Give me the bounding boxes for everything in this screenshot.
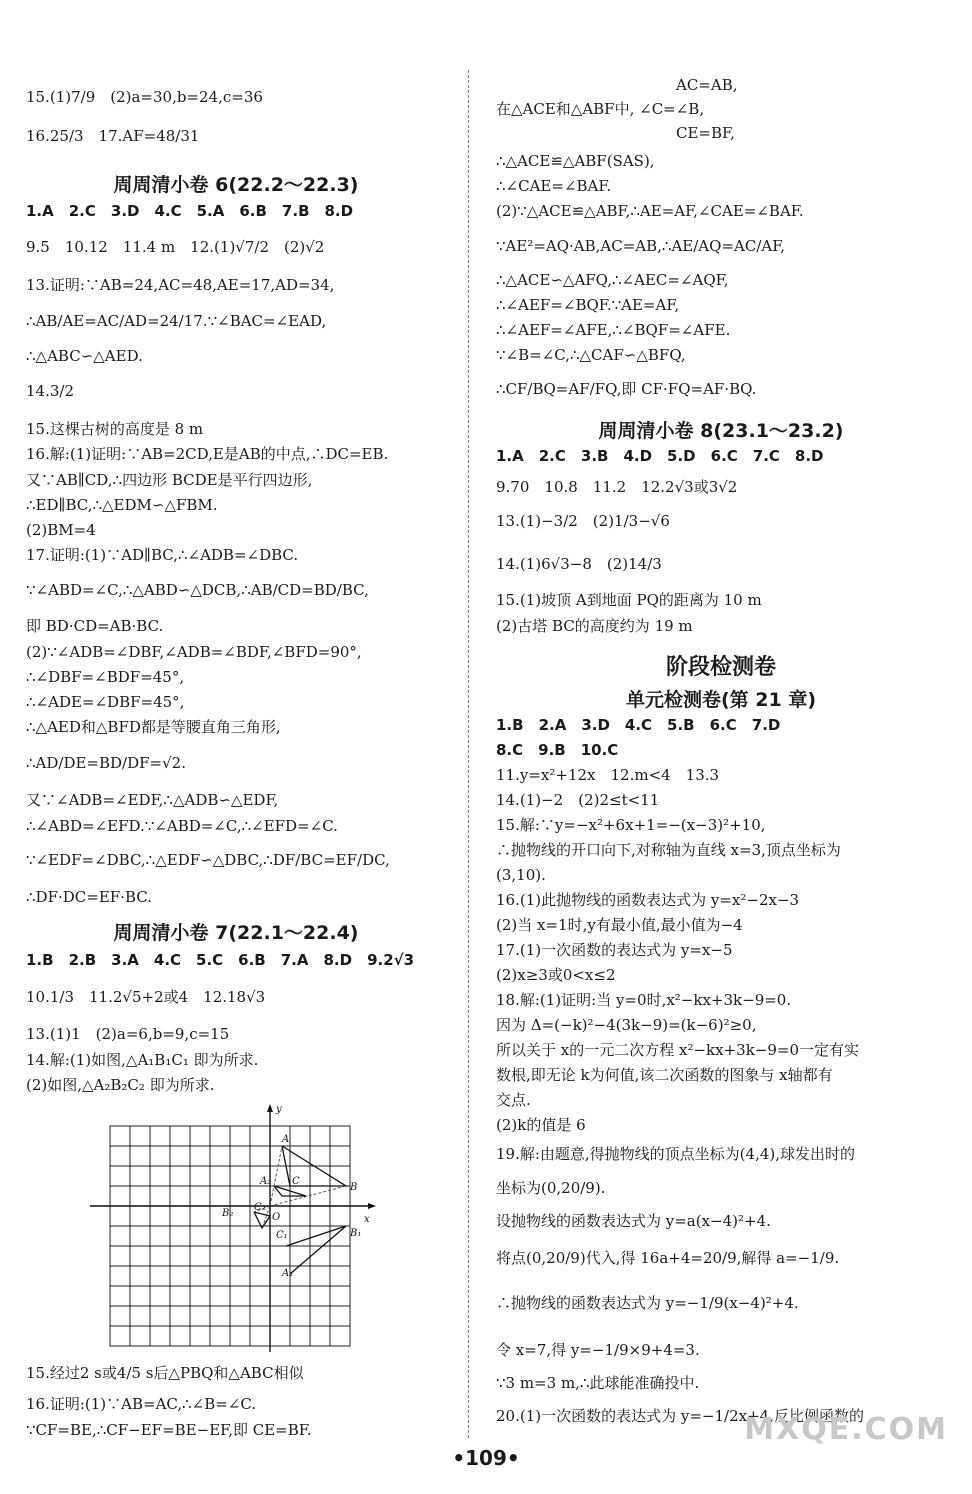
right-line: 15.解:∵y=−x²+6x+1=−(x−3)²+10, [496,816,766,834]
right-line: ∴△ACE∽△AFQ,∴∠AEC=∠AQF, [496,271,729,289]
right-line: (2)古塔 BC的高度约为 19 m [496,617,693,635]
right-line: ∴∠AEF=∠BQF.∵AE=AF, [496,296,680,314]
left-line: 即 BD·CD=AB·BC. [26,617,164,635]
right-line: ∴抛物线的函数表达式为 y=−1/9(x−4)²+4. [496,1294,799,1312]
figure-label: C₁ [276,1230,288,1241]
part-title: 阶段检测卷 [665,655,776,680]
right-line: 所以关于 x的一元二次方程 x²−kx+3k−9=0一定有实 [496,1041,860,1059]
figure-label: A [282,1134,290,1145]
right-line: (2)∵△ACE≌△ABF,∴AE=AF,∠CAE=∠BAF. [496,202,804,220]
right-line: 16.(1)此抛物线的函数表达式为 y=x²−2x−3 [496,891,800,909]
right-line: ∴∠AEF=∠AFE,∴∠BQF=∠AFE. [496,321,731,339]
right-line: 在△ACE和△ABF中, ∠C=∠B, [496,100,705,118]
right-line: 1.B 2.A 3.D 4.C 5.B 6.C 7.D [496,716,781,734]
right-line: 8.C 9.B 10.C [496,741,619,759]
figure-label: B₁ [350,1228,362,1239]
right-line: 交点. [496,1091,531,1109]
left-line: ∵∠EDF=∠DBC,∴△EDF∽△DBC,∴DF/BC=EF/DC, [26,851,390,869]
right-line: 14.(1)6√3−8 (2)14/3 [496,555,662,573]
grid-figure [86,1100,386,1362]
right-line: 14.(1)−2 (2)2≤t<11 [496,791,660,809]
left-line: ∴∠DBF=∠BDF=45°, [26,668,185,686]
right-line: 18.解:(1)证明:当 y=0时,x²−kx+3k−9=0. [496,991,792,1009]
left-line: 15.这棵古树的高度是 8 m [26,420,204,438]
left-line: 16.25/3 17.AF=48/31 [26,127,200,145]
right-line: 设抛物线的函数表达式为 y=a(x−4)²+4. [496,1212,771,1230]
right-line: CE=BF, [676,124,735,142]
watermark: MXQE.COM [744,1412,948,1447]
left-line: 17.证明:(1)∵AD∥BC,∴∠ADB=∠DBC. [26,546,299,564]
right-line: (3,10). [496,866,546,884]
figure-label: C₂ [254,1202,266,1213]
figure-label: A₁ [282,1268,294,1279]
left-line: 1.A 2.C 3.D 4.C 5.A 6.B 7.B 8.D [26,202,354,220]
left-line: 16.证明:(1)∵AB=AC,∴∠B=∠C. [26,1395,257,1413]
right-line: 15.(1)坡顶 A到地面 PQ的距离为 10 m [496,591,762,609]
section-title: 单元检测卷(第 21 章) [625,689,817,711]
left-line: ∴AB/AE=AC/AD=24/17.∵∠BAC=∠EAD, [26,312,327,330]
right-line: ∴抛物线的开口向下,对称轴为直线 x=3,顶点坐标为 [496,841,841,859]
left-line: (2)BM=4 [26,521,96,539]
left-line: 14.3/2 [26,382,74,400]
right-line: 因为 Δ=(−k)²−4(3k−9)=(k−6)²≥0, [496,1016,757,1034]
left-line: 10.1/3 11.2√5+2或4 12.18√3 [26,988,266,1006]
left-line: ∴AD/DE=BD/DF=√2. [26,754,186,772]
figure-label: C [292,1176,300,1187]
right-line: 数根,即无论 k为何值,该二次函数的图象与 x轴都有 [496,1066,833,1084]
figure-label: A₂ [260,1176,272,1187]
right-line: 1.A 2.C 3.B 4.D 5.D 6.C 7.C 8.D [496,447,824,465]
right-line: (2)x≥3或0<x≤2 [496,966,616,984]
left-line: ∴DF·DC=EF·BC. [26,888,152,906]
right-line: (2)当 x=1时,y有最小值,最小值为−4 [496,916,743,934]
left-line: ∴△ABC∽△AED. [26,347,143,365]
left-line: 1.B 2.B 3.A 4.C 5.C 6.B 7.A 8.D 9.2√3 [26,951,415,969]
left-line: 又∵AB∥CD,∴四边形 BCDE是平行四边形, [26,471,313,489]
right-line: 17.(1)一次函数的表达式为 y=x−5 [496,941,733,959]
column-divider [468,70,469,1438]
left-line: 13.(1)1 (2)a=6,b=9,c=15 [26,1025,230,1043]
figure-label: B₂ [222,1208,234,1219]
left-line: ∴△AED和△BFD都是等腰直角三角形, [26,718,281,736]
right-line: 将点(0,20/9)代入,得 16a+4=20/9,解得 a=−1/9. [496,1249,840,1267]
right-line: AC=AB, [676,76,738,94]
left-line: (2)∵∠ADB=∠DBF,∠ADB=∠BDF,∠BFD=90°, [26,643,362,661]
section-title: 周周清小卷 7(22.1～22.4) [113,922,359,944]
right-line: 20.(1)一次函数的表达式为 y=−1/2x+4,反比例函数的 [496,1407,864,1425]
figure-label: B [350,1182,358,1193]
left-line: 9.5 10.12 11.4 m 12.(1)√7/2 (2)√2 [26,238,325,256]
left-line: ∴∠ABD=∠EFD.∵∠ABD=∠C,∴∠EFD=∠C. [26,817,338,835]
right-line: 19.解:由题意,得抛物线的顶点坐标为(4,4),球发出时的 [496,1145,856,1163]
right-line: ∵∠B=∠C,∴△CAF∽△BFQ, [496,346,686,364]
right-line: (2)k的值是 6 [496,1116,586,1134]
right-line: 13.(1)−3/2 (2)1/3−√6 [496,512,670,530]
figure-label: x [364,1214,370,1225]
left-line: 15.经过2 s或4/5 s后△PBQ和△ABC相似 [26,1364,304,1382]
figure-label: y [276,1104,282,1115]
right-line: ∴CF/BQ=AF/FQ,即 CF·FQ=AF·BQ. [496,380,757,398]
section-title: 周周清小卷 8(23.1～23.2) [598,420,844,442]
left-line: 16.解:(1)证明:∵AB=2CD,E是AB的中点,∴DC=EB. [26,445,389,463]
left-line: 14.解:(1)如图,△A₁B₁C₁ 即为所求. [26,1051,259,1069]
left-line: 又∵∠ADB=∠EDF,∴△ADB∽△EDF, [26,791,279,809]
left-line: ∴ED∥BC,∴△EDM∽△FBM. [26,496,218,514]
right-line: ∴△ACE≌△ABF(SAS), [496,152,655,170]
figure-label: O [272,1212,281,1223]
left-line: (2)如图,△A₂B₂C₂ 即为所求. [26,1076,215,1094]
right-line: 坐标为(0,20/9). [496,1179,606,1197]
right-line: 令 x=7,得 y=−1/9×9+4=3. [496,1341,700,1359]
section-title: 周周清小卷 6(22.2～22.3) [113,174,359,196]
right-line: ∴∠CAE=∠BAF. [496,177,612,195]
page-number: •109• [452,1446,520,1470]
left-line: ∵∠ABD=∠C,∴△ABD∽△DCB,∴AB/CD=BD/BC, [26,581,369,599]
left-line: 13.证明:∵AB=24,AC=48,AE=17,AD=34, [26,276,335,294]
left-line: ∵CF=BE,∴CF−EF=BE−EF,即 CE=BF. [26,1421,312,1439]
right-line: ∵AE²=AQ·AB,AC=AB,∴AE/AQ=AC/AF, [496,237,786,255]
right-line: ∵3 m=3 m,∴此球能准确投中. [496,1374,700,1392]
left-line: ∴∠ADE=∠DBF=45°, [26,693,185,711]
right-line: 9.70 10.8 11.2 12.2√3或3√2 [496,478,738,496]
right-line: 11.y=x²+12x 12.m<4 13.3 [496,766,720,784]
left-line: 15.(1)7/9 (2)a=30,b=24,c=36 [26,88,263,106]
